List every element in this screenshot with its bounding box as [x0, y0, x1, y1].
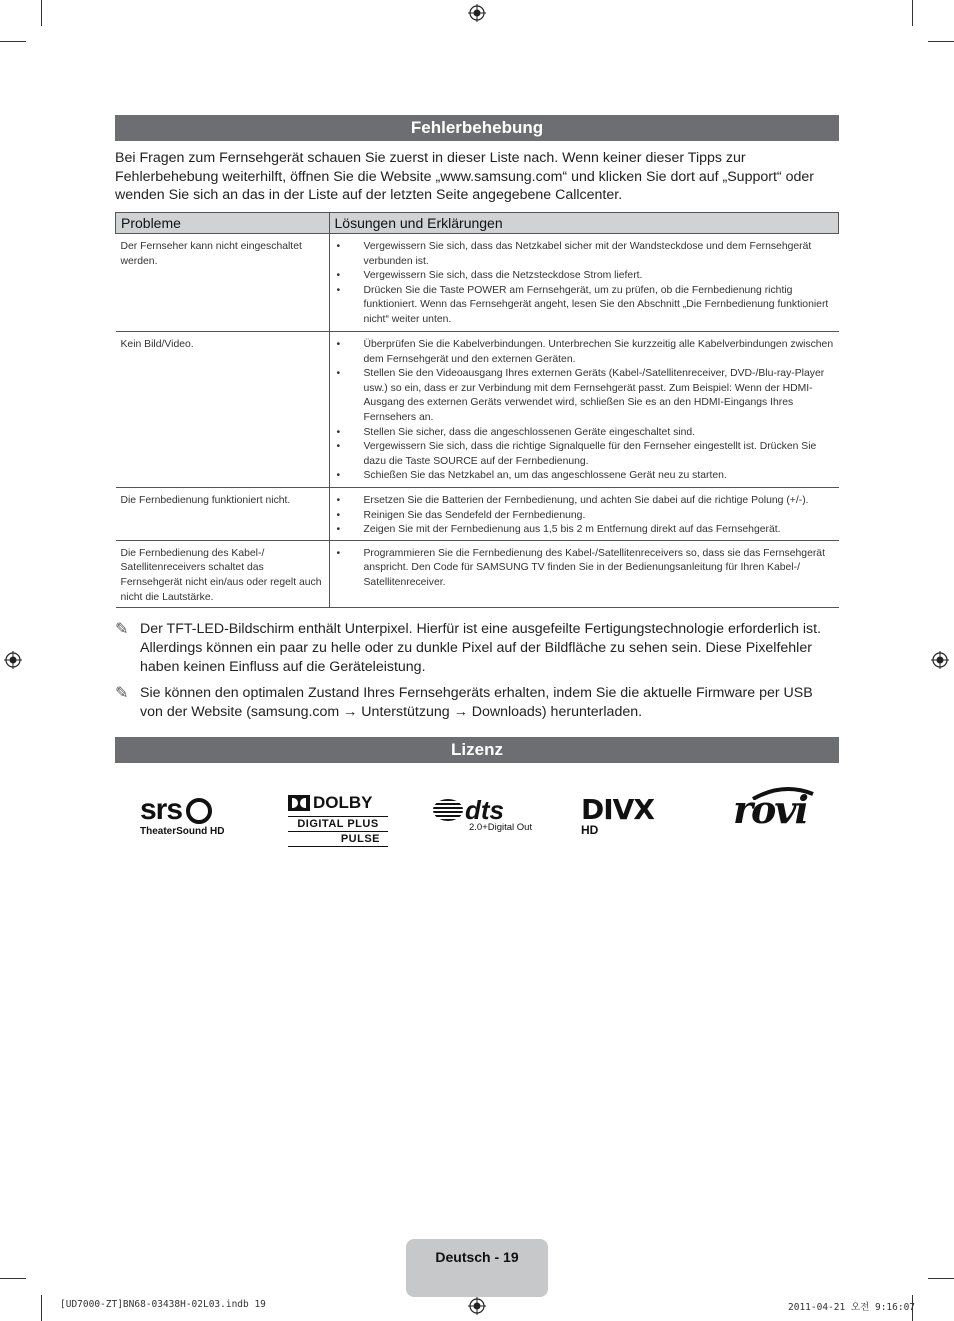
footer-timestamp: 2011-04-21 오전 9:16:07	[788, 1302, 916, 1313]
table-row	[116, 540, 839, 607]
divx-logo-text: DIVX	[581, 793, 654, 826]
divx-logo-sub: HD	[581, 823, 599, 837]
troubleshooting-table	[115, 212, 839, 608]
divx-logo	[581, 793, 681, 838]
solution-cell	[329, 540, 839, 607]
solution-item: • Ersetzen Sie die Batterien der Fernbedienung, und achten Sie dabei auf die richtige Polung (+/-).	[359, 494, 834, 509]
pencil-note-icon: ✎	[115, 685, 129, 702]
registration-mark-icon	[468, 1297, 486, 1315]
pencil-note-icon: ✎	[115, 621, 129, 638]
problem-cell: Der Fernseher kann nicht eingeschaltet werden.	[116, 234, 330, 332]
column-header-problems: Probleme	[116, 213, 330, 234]
note-text: Der TFT-LED-Bildschirm enthält Unterpixel. Hierfür ist eine ausgefeilte Fertigungstechnologie erforderlich ist. Allerdings können ein paar zu helle oder zu dunkle Pixel auf der Bildfläche zu sehen sein. Diese Pixelfehler haben keinen Einfluss auf die Geräteleistung.	[140, 621, 822, 675]
dolby-logo	[288, 793, 388, 845]
solution-cell	[329, 488, 839, 541]
crop-mark	[41, 0, 42, 26]
crop-mark	[928, 41, 954, 42]
dts-logo	[433, 795, 535, 838]
crop-mark	[0, 41, 26, 42]
dts-logo-sub: 2.0+Digital Out	[469, 822, 533, 833]
problem-cell: Die Fernbedienung des Kabel-/ Satellitenreceivers schaltet das Fernsehgerät nicht ein/aus oder regelt auch nicht die Lautstärke.	[116, 540, 330, 607]
section-title-troubleshooting: Fehlerbehebung	[115, 115, 839, 141]
dolby-logo-line2: PULSE	[288, 832, 388, 847]
solution-cell	[329, 234, 839, 332]
section-title-license: Lizenz	[115, 737, 839, 763]
note-text: Sie können den optimalen Zustand Ihres Fernsehgeräts erhalten, indem Sie die aktuelle Firmware per USB von der Website (samsung.com → Unterstützung → Downloads) herunterladen.	[140, 685, 813, 720]
solution-item: • Schießen Sie das Netzkabel an, um das angeschlossene Gerät neu zu starten.	[359, 469, 834, 484]
rovi-logo	[733, 786, 815, 832]
solution-item: • Überprüfen Sie die Kabelverbindungen. Unterbrechen Sie kurzzeitig alle Kabelverbindungen zwischen dem Fernsehgerät und den externen Geräten.	[359, 338, 834, 367]
solution-item: • Zeigen Sie mit der Fernbedienung aus 1,5 bis 2 m Entfernung direkt auf das Fernsehgerät.	[359, 523, 834, 538]
dts-logo-text: dts	[465, 795, 504, 825]
solution-item: • Programmieren Sie die Fernbedienung des Kabel-/Satellitenreceivers so, dass sie das Fernsehgerät anspricht. Den Code für SAMSUNG TV finden Sie in der Bedienungsanleitung für Ihren Kabel-/ Satellitenreceiver.	[359, 547, 834, 591]
dolby-logo-text: DOLBY	[313, 793, 373, 812]
dolby-logo-line1: DIGITAL PLUS	[288, 816, 388, 832]
crop-mark	[928, 1278, 954, 1279]
solution-item: • Vergewissern Sie sich, dass die Netzsteckdose Strom liefert.	[359, 269, 834, 284]
problem-cell: Kein Bild/Video.	[116, 332, 330, 488]
srs-logo-sub: TheaterSound HD	[140, 826, 225, 838]
srs-logo	[140, 793, 242, 842]
crop-mark	[41, 1295, 42, 1321]
note-firmware	[115, 684, 839, 722]
solution-item: • Stellen Sie sicher, dass die angeschlossenen Geräte eingeschaltet sind.	[359, 426, 834, 441]
solution-item: • Vergewissern Sie sich, dass die richtige Signalquelle für den Fernseher eingestellt ist. Drücken Sie dazu die Taste SOURCE auf der Fernbedienung.	[359, 440, 834, 469]
srs-logo-text: srs	[140, 793, 183, 826]
registration-mark-icon	[4, 651, 22, 669]
crop-mark	[0, 1278, 26, 1279]
registration-mark-icon	[468, 4, 486, 22]
intro-paragraph: Bei Fragen zum Fernsehgerät schauen Sie zuerst in dieser Liste nach. Wenn keiner dieser Tipps zur Fehlerbehebung weiterhilft, öffnen Sie die Website „www.samsung.com“ und klicken Sie dort auf „Support“ oder wenden Sie sich an das in der Liste auf der letzten Seite angegebene Callcenter.	[115, 150, 814, 203]
note-tft-pixels	[115, 620, 839, 677]
table-row	[116, 234, 839, 332]
rovi-logo-text: rovi	[733, 787, 807, 832]
solution-item: • Reinigen Sie das Sendefeld der Fernbedienung.	[359, 509, 834, 524]
table-row	[116, 488, 839, 541]
page-number-tab: Deutsch - 19	[406, 1239, 548, 1297]
solution-item: • Vergewissern Sie sich, dass das Netzkabel sicher mit der Wandsteckdose und dem Fernsehgerät verbunden ist.	[359, 240, 834, 269]
problem-cell: Die Fernbedienung funktioniert nicht.	[116, 488, 330, 541]
column-header-solutions: Lösungen und Erklärungen	[329, 213, 839, 234]
solution-item: • Stellen Sie den Videoausgang Ihres externen Geräts (Kabel-/Satellitenreceiver, DVD-/Blu-ray-Player usw.) so ein, dass er zur Verbindung mit dem Fernsehgerät passt. Zum Beispiel: Wenn der HDMI-Ausgang des externen Geräts verwendet wird, schließen Sie es an den HDMI-Eingangs Ihres Fernsehers an.	[359, 367, 834, 425]
table-row	[116, 332, 839, 488]
crop-mark	[912, 0, 913, 26]
registration-mark-icon	[931, 651, 949, 669]
footer-file-info: [UD7000-ZT]BN68-03438H-02L03.indb 19	[60, 1299, 266, 1310]
solution-cell	[329, 332, 839, 488]
solution-item: • Drücken Sie die Taste POWER am Fernsehgerät, um zu prüfen, ob die Fernbedienung richtig funktioniert. Wenn das Fernsehgerät angeht, lesen Sie den Abschnitt „Die Fernbedienung funktioniert nicht“ weiter unten.	[359, 284, 834, 328]
